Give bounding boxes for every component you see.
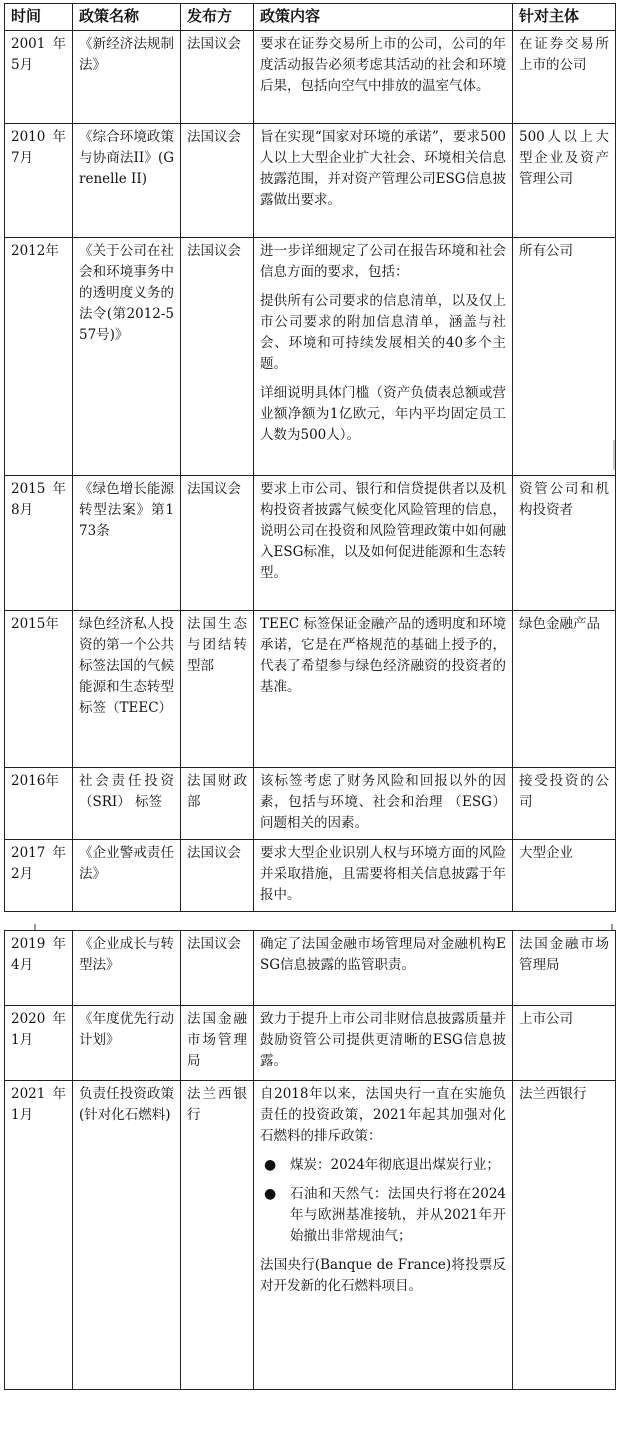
bullet-icon: ● — [264, 1186, 277, 1202]
cell-content — [254, 611, 513, 768]
content-paragraph: 要求大型企业识别人权与环境方面的风险并采取措施，且需要将相关信息披露于年报中。 — [260, 845, 506, 903]
cell-name: 《企业成长与转型法》 — [73, 931, 181, 1006]
cell-content — [254, 1006, 513, 1081]
cell-target: 500人以上大型企业及资产管理公司 — [513, 124, 616, 238]
cell-target: 所有公司 — [513, 238, 616, 476]
content-paragraph: 提供所有公司要求的信息清单，以及仅上市公司要求的附加信息清单，涵盖与社会、环境和可持续发展相关的40多个主题。 — [260, 293, 506, 372]
table-row — [5, 840, 616, 912]
table-row — [5, 476, 616, 611]
cell-time: 2015年8月 — [5, 476, 73, 611]
table-header-row — [5, 4, 616, 31]
bullet-text: 煤炭：2024年彻底退出煤炭行业； — [290, 1157, 500, 1173]
content-paragraph: 进一步详细规定了公司在报告环境和社会信息方面的要求，包括： — [260, 243, 506, 280]
cell-content — [254, 31, 513, 124]
cell-target: 资管公司和机构投资者 — [513, 476, 616, 611]
cell-name: 绿色经济私人投资的第一个公共标签法国的气候能源和生态转型标签（TEEC） — [73, 611, 181, 768]
table-row — [5, 1081, 616, 1390]
cell-issuer: 法国议会 — [181, 476, 254, 611]
cell-content — [254, 768, 513, 840]
cell-target: 上市公司 — [513, 1006, 616, 1081]
cell-issuer: 法国议会 — [181, 840, 254, 912]
cell-name: 《关于公司在社会和环境事务中的透明度义务的法令(第2012-557号)》 — [73, 238, 181, 476]
table-row — [5, 931, 616, 1006]
cell-time: 2016年 — [5, 768, 73, 840]
content-paragraph: 致力于提升上市公司非财信息披露质量并鼓励资管公司提供更清晰的ESG信息披露。 — [260, 1011, 506, 1069]
cell-issuer: 法国议会 — [181, 124, 254, 238]
cell-issuer: 法国议会 — [181, 238, 254, 476]
header-content: 政策内容 — [254, 4, 513, 31]
cell-name: 负责任投资政策(针对化石燃料) — [73, 1081, 181, 1390]
cell-target: 法国金融市场管理局 — [513, 931, 616, 1006]
cell-name: 《绿色增长能源转型法案》第173条 — [73, 476, 181, 611]
cell-content — [254, 238, 513, 476]
content-paragraph: 旨在实现“国家对环境的承诺”，要求500人以上大型企业扩大社会、环境相关信息披露范围，并对资产管理公司ESG信息披露做出要求。 — [260, 129, 506, 208]
header-target: 针对主体 — [513, 4, 616, 31]
content-paragraph: 要求上市公司、银行和信贷提供者以及机构投资者披露气候变化风险管理的信息，说明公司在投资和风险管理政策中如何融入ESG标准，以及如何促进能源和生态转型。 — [260, 481, 506, 581]
cell-content — [254, 1081, 513, 1390]
cell-issuer: 法国议会 — [181, 931, 254, 1006]
policy-name-text: 《综合环境政策与协商法II》(Grenelle II) — [79, 129, 174, 187]
cell-name: 社会责任投资 （SRI） 标签 — [73, 768, 181, 840]
table-row — [5, 1006, 616, 1081]
bullet-list — [260, 1155, 506, 1247]
cell-target: 在证券交易所上市的公司 — [513, 31, 616, 124]
cell-time: 2021年1月 — [5, 1081, 73, 1390]
policy-table-part1 — [4, 3, 616, 912]
cell-name: 《新经济法规制法》 — [73, 31, 181, 124]
content-paragraph: 确定了法国金融市场管理局对金融机构ESG信息披露的监管职责。 — [260, 936, 506, 973]
cell-time: 2001年5月 — [5, 31, 73, 124]
table-row — [5, 611, 616, 768]
cell-time: 2015年 — [5, 611, 73, 768]
cell-content — [254, 931, 513, 1006]
cell-time: 2020年1月 — [5, 1006, 73, 1081]
resize-handle — [613, 440, 615, 470]
content-paragraph: 详细说明具体门槛（资产负债表总额或营业额净额为1亿欧元，年内平均固定员工人数为500人）。 — [260, 385, 506, 443]
content-paragraph: TEEC 标签保证金融产品的透明度和环境承诺，它是在严格规范的基础上授予的，代表了希望参与绿色经济融资的投资者的基准。 — [260, 616, 506, 695]
cell-time: 2010年7月 — [5, 124, 73, 238]
table-row — [5, 768, 616, 840]
content-paragraph: 自2018年以来，法国央行一直在实施负责任的投资政策，2021年起其加强对化石燃料的排斥政策： — [260, 1086, 506, 1144]
header-time: 时间 — [5, 4, 73, 31]
cell-time: 2012年 — [5, 238, 73, 476]
content-paragraph: 该标签考虑了财务风险和回报以外的因素，包括与环境、社会和治理 （ESG） 问题相关的因素。 — [260, 773, 506, 831]
list-item — [260, 1155, 506, 1176]
cell-content — [254, 476, 513, 611]
cell-issuer: 法国生态与团结转型部 — [181, 611, 254, 768]
cell-name: 《企业警戒责任法》 — [73, 840, 181, 912]
cell-content — [254, 124, 513, 238]
cell-issuer: 法兰西银行 — [181, 1081, 254, 1390]
cell-target: 接受投资的公司 — [513, 768, 616, 840]
content-paragraph: 法国央行(Banque de France)将投票反对开发新的化石燃料项目。 — [260, 1257, 506, 1294]
cell-target: 法兰西银行 — [513, 1081, 616, 1390]
cell-issuer: 法国议会 — [181, 31, 254, 124]
table-row — [5, 238, 616, 476]
cell-target: 大型企业 — [513, 840, 616, 912]
cell-name: 《年度优先行动计划》 — [73, 1006, 181, 1081]
header-issuer: 发布方 — [181, 4, 254, 31]
bullet-icon: ● — [264, 1157, 277, 1173]
cell-issuer: 法国财政部 — [181, 768, 254, 840]
cell-issuer: 法国金融市场管理局 — [181, 1006, 254, 1081]
table-row — [5, 124, 616, 238]
list-item — [260, 1184, 506, 1247]
content-paragraph: 要求在证券交易所上市的公司，公司的年度活动报告必须考虑其活动的社会和环境后果，包括向空气中排放的温室气体。 — [260, 36, 506, 94]
cell-time: 2017年2月 — [5, 840, 73, 912]
cell-name — [73, 124, 181, 238]
cell-target: 绿色金融产品 — [513, 611, 616, 768]
bullet-text: 石油和天然气：法国央行将在2024年与欧洲基准接轨，并从2021年开始撤出非常规油气； — [290, 1186, 506, 1244]
cell-time: 2019年4月 — [5, 931, 73, 1006]
header-policy-name: 政策名称 — [73, 4, 181, 31]
cell-content — [254, 840, 513, 912]
policy-table-part2 — [4, 930, 616, 1390]
table-row — [5, 31, 616, 124]
